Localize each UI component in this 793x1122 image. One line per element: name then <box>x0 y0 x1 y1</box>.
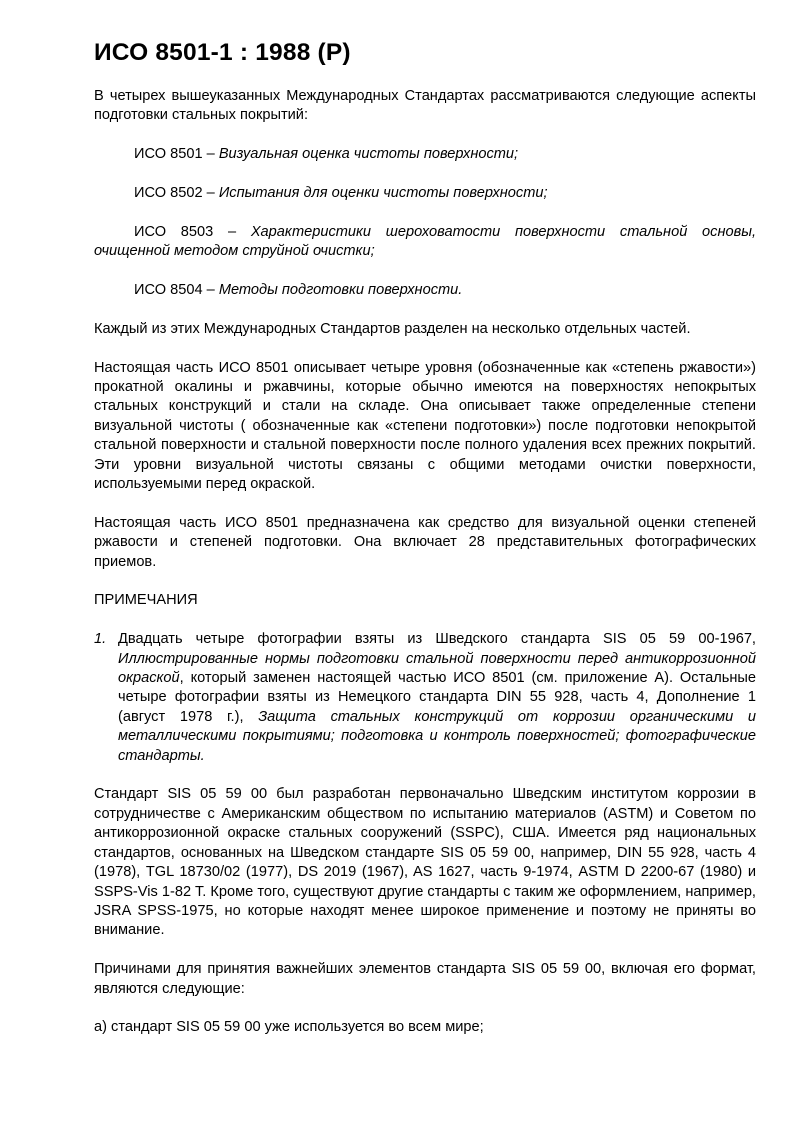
sis-paragraph: Стандарт SIS 05 59 00 был разработан первоначально Шведским институтом коррозии в сотрудничестве с Американским обществом по испытанию материалов (ASTM) и Советом по антикоррозионной окраске стальных сооружений (SSPC), США. Имеется ряд национальных стандартов, основанных на Шведском стандарте SIS 05 59 00, например, DIN 55 928, часть 4 (1978), TGL 18730/02 (1977), DS 2019 (1967), AS 1627, часть 9-1974, ASTM D 2200-67 (1980) и SSPS-Vis 1-82 T. Кроме того, существуют другие стандарты с таким же оформлением, например, JSRA SPSS-1975, но которые находят менее широкое применение и поэтому не приняты во внимание. <box>94 786 756 939</box>
document-page <box>94 38 756 1057</box>
reference-code: ИСО 8504 – <box>134 282 215 298</box>
note-text: , который заменен настоящей частью ИСО 8501 (см. приложение А). Остальные четыре фотографии взяты из Немецкого стандарта DIN 55 928, часть 4, Дополнение 1 (август 1978 г.), <box>118 670 756 725</box>
reference-code: ИСО 8501 – <box>134 146 215 163</box>
reference-8502 <box>94 184 756 203</box>
reference-title: Характеристики шероховатости поверхности стальной основы, очищенной методом струйной очистки; <box>94 223 756 260</box>
parts-paragraph: Каждый из этих Международных Стандартов разделен на несколько отдельных частей. <box>94 320 691 337</box>
reference-title: Визуальная оценка чистоты поверхности; <box>218 146 519 163</box>
reference-8504 <box>94 281 756 300</box>
note-number: 1. <box>94 631 107 648</box>
note-italic-title: Защита стальных конструкций от коррозии органическими и металлическими покрытиями; подготовка и контроль поверхностей; фотографические стандарты. <box>118 708 756 764</box>
note-item <box>94 630 756 766</box>
document-title: ИСО 8501-1 : 1988 (Р) <box>94 39 351 66</box>
reasons-paragraph: Причинами для принятия важнейших элементов стандарта SIS 05 59 00, включая его формат, являются следующие: <box>94 961 756 997</box>
reference-code: ИСО 8503 – <box>134 223 237 240</box>
intro-paragraph: В четырех вышеуказанных Международных Стандартах рассматриваются следующие аспекты подготовки стальных покрытий: <box>94 88 756 124</box>
note-text: Двадцать четыре фотографии взяты из Шведского стандарта SIS 05 59 00-1967, <box>118 631 756 648</box>
note-italic-title: Иллюстрированные нормы подготовки стальной поверхности перед антикоррозионной окраской <box>118 650 756 687</box>
reference-code: ИСО 8502 – <box>134 185 215 201</box>
reference-8503 <box>94 223 756 262</box>
reference-title: Методы подготовки поверхности. <box>218 282 463 298</box>
describes-paragraph: Настоящая часть ИСО 8501 описывает четыре уровня (обозначенные как «степень ржавости») прокатной окалины и ржавчины, которые обычно имеются на поверхностях непокрытых стальных конструкций и стали на складе. Она описывает также определенные степени визуальной чистоты ( обозначенные как «степени подготовки») после подготовки непокрытой стальной поверхности и стальной поверхности после полного удаления всех прежних покрытий. Эти уровни визуальной чистоты связаны с общими методами очистки поверхности, используемыми перед окраской. <box>94 359 756 493</box>
reference-8501 <box>94 145 756 164</box>
list-item-a: а) стандарт SIS 05 59 00 уже используется во всем мире; <box>94 1019 484 1036</box>
notes-heading: ПРИМЕЧАНИЯ <box>94 592 198 609</box>
reference-title: Испытания для оценки чистоты поверхности; <box>218 185 548 201</box>
intended-paragraph: Настоящая часть ИСО 8501 предназначена как средство для визуальной оценки степеней ржавости и степеней подготовки. Она включает 28 представительных фотографических приемов. <box>94 514 756 570</box>
